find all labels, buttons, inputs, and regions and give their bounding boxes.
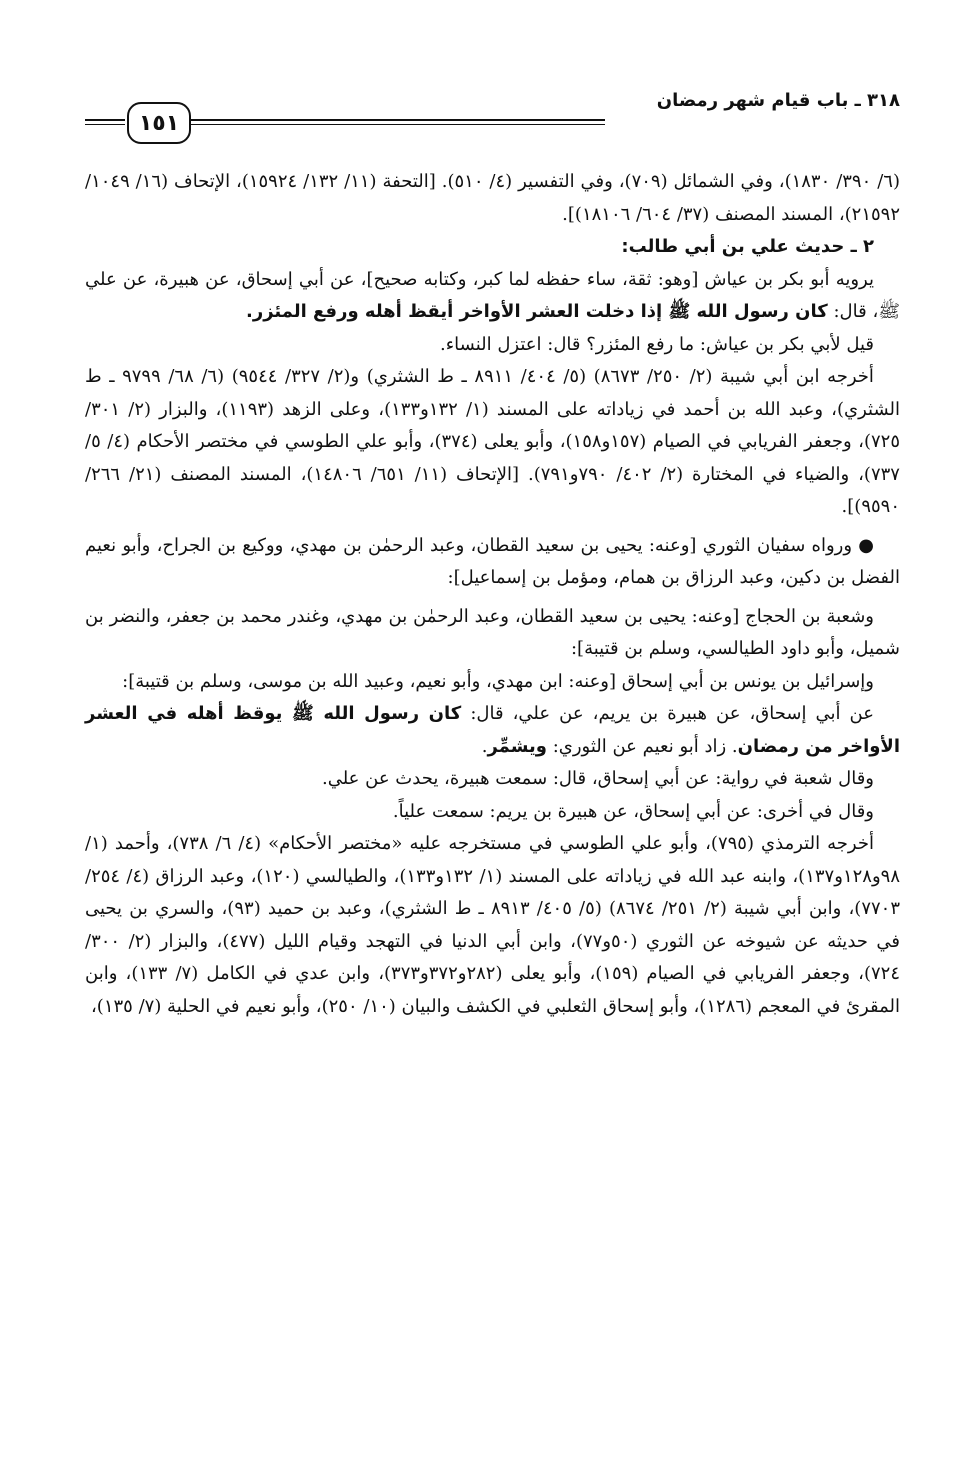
bold-text: كان رسول الله ﷺ إذا دخلت العشر الأواخر أيقظ أهله ورفع المئزر. xyxy=(246,301,828,322)
paragraph xyxy=(85,166,900,231)
text-run: يرويه أبو بكر بن عياش [وهو: ثقة، ساء حفظه لما كبر، وكتابه صحيح]، عن أبي إسحاق، عن هبيرة، عن علي ﷺ، قال: xyxy=(85,268,900,322)
text-run: وقال في أخرى: عن أبي إسحاق، عن هبيرة بن يريم: سمعت علياً. xyxy=(392,800,874,822)
header-rule-left-thin xyxy=(85,124,125,125)
text-run: قيل لأبي بكر بن عياش: ما رفع المئزر؟ قال: اعتزل النساء. xyxy=(439,333,874,355)
paragraph xyxy=(85,666,900,699)
text-run: وإسرائيل بن يونس بن أبي إسحاق [وعنه: ابن مهدي، وأبو نعيم، وعبيد الله بن موسى، وسلم بن قتيبة]: xyxy=(122,670,874,692)
paragraph xyxy=(85,828,900,1023)
text-run: أخرجه ابن أبي شيبة (٢/ ٢٥٠/ ٨٦٧٣) (٥/ ٤٠٤/ ٨٩١١ ـ ط الشثري) و(٢/ ٣٢٧/ ٩٥٤٤) (٦/ ٦٨/ ٩٧٩٩ ـ ط الشثري)، وعبد الله بن أحمد في زياداته على المسند (١/ ١٣٢و١٣٣)، وعلى الزهد (١١٩٣)، والبزار (٢/ ٣٠١/ ٧٢٥)، وجعفر الفريابي في الصيام (١٥٧و١٥٨)، وأبو يعلى (٣٧٤)، وأبو علي الطوسي في مختصر الأحكام (٤/ ٥/ ٧٣٧)، والضياء في المختارة (٢/ ٤٠٢/ ٧٩٠و٧٩١). [الإتحاف (١١/ ٦٥١/ ١٤٨٠٦)، المسند المصنف (٢١/ ٢٦٦/ ٩٥٩٠)]. xyxy=(85,366,900,517)
paragraph xyxy=(85,329,900,362)
text-run: أخرجه الترمذي (٧٩٥)، وأبو علي الطوسي في مستخرجه عليه «مختصر الأحكام» (٤/ ٦/ ٧٣٨)، وأحمد (١/ ٩٨و١٢٨و١٣٧)، وابنه عبد الله في زياداته على المسند (١/ ١٣٢و١٣٣)، والطيالسي (١٢٠)، وعبد الرزاق (٤/ ٢٥٤/ ٧٧٠٣)، وابن أبي شيبة (٢/ ٢٥١/ ٨٦٧٤) (٥/ ٤٠٥/ ٨٩١٣ ـ ط الشثري)، وعبد بن حميد (٩٣)، والسري بن يحيى في حديثه عن شيوخه عن الثوري (٥٠و٧٧)، وابن أبي الدنيا في التهجد وقيام الليل (٤٧٧)، والبزار (٢/ ٣٠٠/ ٧٢٤)، وجعفر الفريابي في الصيام (١٥٩)، وأبو يعلى (٢٨٢و٣٧٢و٣٧٣)، وابن عدي في الكامل (٧/ ١٣٣)، وابن المقرئ في المعجم (١٢٨٦)، وأبو إسحاق الثعلبي في الكشف والبيان (١٠/ ٢٥٠)، وأبو نعيم في الحلية (٧/ ١٣٥)، xyxy=(85,833,901,1017)
section-heading xyxy=(85,231,900,264)
text-run: ● ورواه سفيان الثوري [وعنه: يحيى بن سعيد القطان، وعبد الرحمٰن بن مهدي، ووكيع بن الجراح، وأبو نعيم الفضل بن دكين، وعبد الرزاق بن همام، ومؤمل بن إسماعيل]: xyxy=(85,534,900,588)
paragraph xyxy=(85,796,900,829)
text-run: . زاد أبو نعيم عن الثوري: xyxy=(546,735,738,757)
header-rule-left xyxy=(85,119,125,121)
header-rule-thin xyxy=(190,124,605,125)
text-run: (٦/ ٣٩٠/ ١٨٣٠)، وفي الشمائل (٧٠٩)، وفي التفسير (٤/ ٥١٠). [التحفة (١١/ ١٣٢/ ١٥٩٢٤)، الإتحاف (١٦/ ١٠٤٩/ ٢١٥٩٢)، المسند المصنف (٣٧/ ٦٠٤/ ١٨١٠٦)]. xyxy=(85,171,900,225)
header-rule xyxy=(190,119,605,121)
text-run: . xyxy=(481,735,488,757)
paragraph xyxy=(85,530,900,595)
paragraph xyxy=(85,601,900,666)
text-run: وشعبة بن الحجاج [وعنه: يحيى بن سعيد القطان، وعبد الرحمٰن بن مهدي، وغندر محمد بن جعفر، والنضر بن شميل، وأبو داود الطيالسي، وسلم بن قتيبة]: xyxy=(85,605,900,659)
page-body xyxy=(85,166,900,1023)
page-number: ١٥١ xyxy=(127,102,191,144)
text-run: وقال شعبة في رواية: عن أبي إسحاق، قال: سمعت هبيرة، يحدث عن علي. xyxy=(322,768,874,789)
paragraph xyxy=(85,698,900,763)
running-head: ٣١٨ ـ باب قيام شهر رمضان xyxy=(656,90,900,111)
book-page xyxy=(85,84,901,1017)
paragraph xyxy=(85,763,900,796)
bold-text: ويشمِّر xyxy=(487,735,547,757)
paragraph xyxy=(85,264,900,329)
paragraph xyxy=(85,361,900,524)
page-header xyxy=(85,84,900,140)
bold-text: ٢ ـ حديث علي بن أبي طالب: xyxy=(621,236,874,257)
text-run: عن أبي إسحاق، عن هبيرة بن يريم، عن علي، قال: xyxy=(461,703,874,724)
bold-text: كان رسول الله ﷺ يوقظ أهله في العشر الأواخر من رمضان xyxy=(85,703,900,757)
